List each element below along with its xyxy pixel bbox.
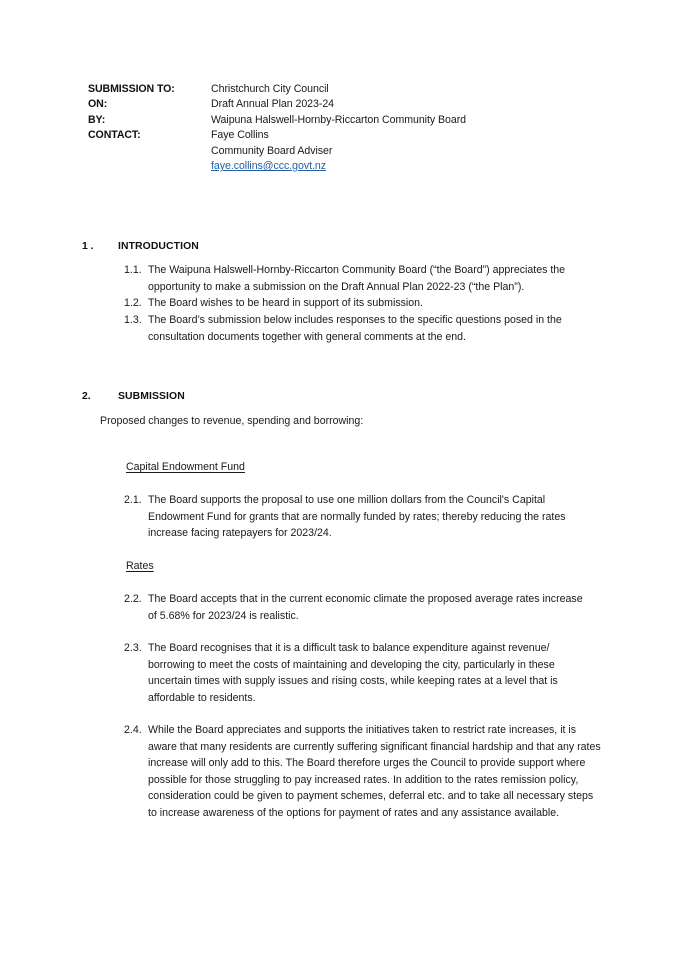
meta-value-by: Waipuna Halswell-Hornby-Riccarton Community Board (211, 113, 467, 126)
clause-1-3-number: 1.3. (124, 314, 142, 326)
contact-email-link[interactable]: faye.collins@ccc.govt.nz (211, 160, 326, 173)
clause-2-3-text: The Board recognises that it is a difficult task to balance expenditure against revenue/ borrowing to meet the costs of maintaining and developing the city, particularly in these uncertain times with supply issues and rising costs, while keeping rates at a level that is affordable to residents. (148, 642, 558, 704)
clause-2-1-text: The Board supports the proposal to use one million dollars from the Council's Capital Endowment Fund for grants that are normally funded by rates; thereby reducing the rates increase facing ratepayers for 2023/24. (148, 494, 566, 540)
clause-2-2-number: 2.2. (124, 593, 142, 605)
meta-label-contact: CONTACT: (88, 129, 141, 142)
section-2-number: 2. (82, 391, 91, 402)
meta-row-contact-email (88, 159, 608, 174)
clause-2-3-number: 2.3. (124, 642, 142, 654)
meta-value-submission-to: Christchurch City Council (211, 83, 329, 95)
meta-row-contact-role (88, 144, 608, 159)
clause-2-4-number: 2.4. (124, 724, 142, 736)
subheading-capital-endowment-fund: Capital Endowment Fund (126, 461, 245, 473)
clause-1-1-number: 1.1. (124, 264, 142, 276)
clause-2-2 (124, 591, 594, 624)
meta-row-by (88, 113, 608, 128)
meta-label-by: BY: (88, 113, 106, 126)
clause-1-3-text: The Board’s submission below includes responses to the specific questions posed in the consultation documents together with general comments at the end. (148, 314, 562, 343)
section-1-title: INTRODUCTION (118, 241, 199, 252)
clause-1-2-text: The Board wishes to be heard in support of its submission. (148, 297, 423, 309)
meta-value-contact-role: Community Board Adviser (211, 144, 333, 157)
clause-2-1 (124, 492, 589, 542)
clause-2-4-text: While the Board appreciates and supports the initiatives taken to restrict rate increases, it is aware that many residents are currently suffering significant financial hardship and that any rates increase will only add to this. The Board therefore urges the Council to provide support where possible for those struggling to pay increased rates. In addition to the rates remission policy, consideration could be given to payment schemes, deferral etc. and to take all necessary steps to increase awareness of the options for payment of rates and any assistance available. (148, 724, 601, 819)
meta-label-on: ON: (88, 98, 108, 111)
clause-2-2-text: The Board accepts that in the current economic climate the proposed average rates increase of 5.68% for 2023/24 is realistic. (148, 593, 583, 622)
subheading-rates: Rates (126, 560, 154, 572)
clause-1-3 (124, 312, 584, 345)
meta-row-on (88, 97, 608, 112)
meta-value-on: Draft Annual Plan 2023-24 (211, 98, 335, 111)
submission-intro-paragraph: Proposed changes to revenue, spending and borrowing: (100, 415, 364, 427)
section-heading-submission (82, 391, 185, 402)
clause-1-1 (124, 262, 584, 295)
meta-label-submission-to: SUBMISSION TO: (88, 83, 175, 95)
meta-row-submission-to (88, 82, 608, 97)
clause-2-1-number: 2.1. (124, 494, 142, 506)
section-heading-introduction (82, 241, 199, 252)
meta-value-contact-name: Faye Collins (211, 129, 269, 142)
clause-1-2-number: 1.2. (124, 297, 142, 309)
clause-1-2 (124, 295, 584, 312)
section-2-title: SUBMISSION (118, 391, 185, 402)
clause-2-4 (124, 722, 604, 822)
meta-row-contact (88, 128, 608, 143)
submission-header-block (88, 82, 608, 174)
clause-1-1-text: The Waipuna Halswell-Hornby-Riccarton Community Board (“the Board”) appreciates the opportunity to make a submission on the Draft Annual Plan 2022-23 (“the Plan”). (148, 264, 566, 293)
section-1-number: 1 . (82, 241, 94, 252)
clause-2-3 (124, 640, 594, 706)
